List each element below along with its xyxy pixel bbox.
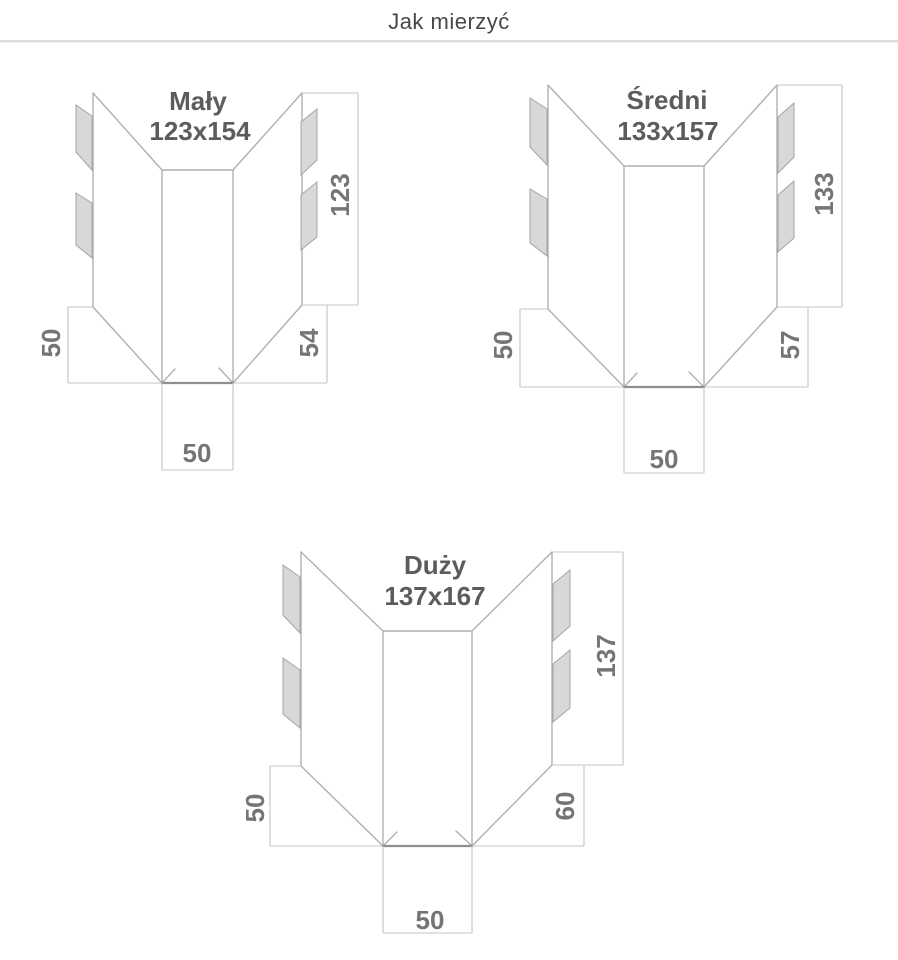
hanger-hook-icon	[76, 193, 92, 258]
dim-side-height-label: 123	[324, 173, 355, 217]
hanger-hook-icon	[530, 98, 547, 165]
figure-size-label: 133x157	[617, 116, 719, 146]
dim-side-height-label: 137	[590, 634, 621, 678]
diagram-small-screen	[35, 85, 370, 480]
dim-bottom-width-label: 50	[649, 444, 679, 474]
hanger-hook-icon	[553, 570, 570, 641]
hanger-hook-icon	[778, 181, 794, 252]
diagram-medium-screen	[489, 77, 855, 483]
dim-left-depth-label: 50	[239, 793, 270, 823]
figure-title: Mały	[169, 86, 227, 116]
hanger-hook-icon	[283, 565, 300, 633]
hanger-hook-icon	[553, 650, 570, 722]
figure-size-label: 137x167	[384, 581, 486, 611]
diagram-large-screen	[236, 544, 638, 943]
hanger-hook-icon	[301, 109, 317, 175]
header-divider	[0, 40, 898, 43]
hanger-hook-icon	[76, 105, 92, 170]
dim-right-height-label: 57	[774, 330, 805, 360]
hanger-hook-icon	[530, 189, 547, 256]
dim-left-depth-label: 50	[35, 328, 66, 358]
hanger-hook-icon	[301, 182, 317, 250]
dim-bottom-width-label: 50	[415, 905, 445, 935]
dim-right-height-label: 54	[293, 328, 324, 358]
hanger-hook-icon	[778, 103, 794, 173]
dim-side-height-label: 133	[808, 172, 839, 216]
page-title: Jak mierzyć	[388, 9, 510, 34]
figure-title: Duży	[403, 550, 467, 580]
dim-bottom-width-label: 50	[182, 438, 212, 468]
dim-left-depth-label: 50	[487, 330, 518, 360]
dim-right-height-label: 60	[549, 791, 580, 821]
figure-title: Średni	[626, 85, 708, 115]
figure-size-label: 123x154	[149, 116, 251, 146]
hanger-hook-icon	[283, 658, 300, 728]
